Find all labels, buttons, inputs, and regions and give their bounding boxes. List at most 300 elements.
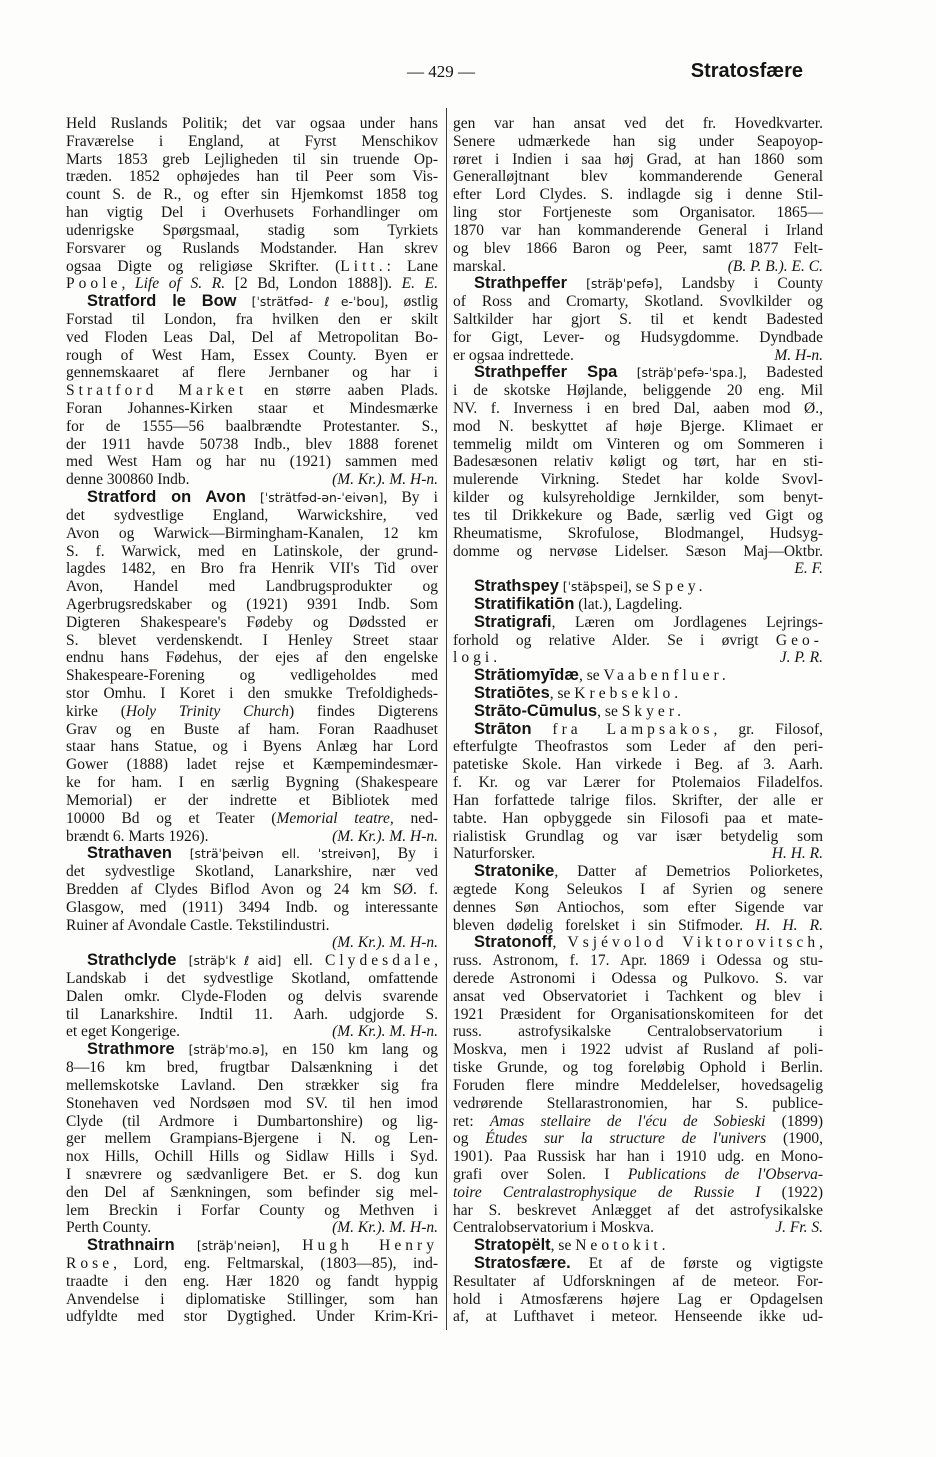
text-run: , se xyxy=(550,1237,576,1255)
line-text xyxy=(66,828,209,846)
text-run: , xyxy=(121,275,135,293)
text-run: Han forfattede talrige filos. Skrifter, der alle er xyxy=(453,791,823,809)
text-line xyxy=(66,1219,438,1237)
spaced-run: Clydesdale xyxy=(324,952,435,970)
text-run: rialistisk Grundlag og var især betydelig som xyxy=(453,827,823,845)
spaced-run: Krebseklo. xyxy=(574,685,683,702)
column-divider xyxy=(446,108,447,1330)
text-run: Forsvarer og Ruslands Modstander. Han skrev xyxy=(66,239,438,257)
text-line xyxy=(453,1184,823,1202)
italic-run: (M. Kr.). M. H-n. xyxy=(332,827,438,845)
text-line xyxy=(66,810,438,828)
headword: Strathclyde xyxy=(87,951,177,970)
italic-run: H. H. R. xyxy=(755,916,823,934)
text-run: temmelig mildt om Vinteren og om Sommeren i xyxy=(453,435,823,453)
text-line xyxy=(453,828,823,846)
text-line xyxy=(453,311,823,329)
line-text xyxy=(66,471,190,489)
text-line xyxy=(453,240,823,258)
text-run: Landskab i det sydvestlige Skotland, omfattende xyxy=(66,970,438,987)
text-run: , xyxy=(552,934,568,952)
text-run: denne 300860 Indb. xyxy=(66,471,190,489)
text-run: , xyxy=(276,1237,303,1255)
text-line xyxy=(453,721,823,739)
text-line xyxy=(453,1130,823,1148)
text-line xyxy=(66,1184,438,1202)
text-line xyxy=(453,970,823,988)
text-run: dennes Søn Antiochos, som efter Sigende var xyxy=(453,898,823,916)
text-run: en større aaben Plads. xyxy=(247,382,438,400)
text-line xyxy=(66,578,438,596)
text-run: der 1911 havde 50738 Indb., blev 1888 forenet xyxy=(66,435,438,453)
text-line xyxy=(66,685,438,703)
text-line xyxy=(66,1202,438,1220)
text-line xyxy=(453,1308,823,1326)
spaced-run: Vaabenfluer. xyxy=(603,667,730,685)
text-line xyxy=(66,738,438,756)
text-run: 10000 Bd og et Teater ( xyxy=(66,809,277,827)
text-run: of Ross and Cromarty, Skotland. Svovlkilder og xyxy=(453,293,823,311)
text-run: et eget Kongerige. xyxy=(66,1023,181,1041)
author-signature xyxy=(766,347,823,365)
italic-run: toire Centralastrophysique de Russie I xyxy=(453,1183,761,1201)
headword: Stratford on Avon xyxy=(87,488,246,507)
text-run: tiske Grunde, og tog foreløbig Ophold i Berlin. xyxy=(453,1059,823,1077)
text-run: I snævrere og sædvanligere Bet. er S. dog kun xyxy=(66,1165,438,1183)
text-run: (1900, xyxy=(766,1130,823,1148)
text-line xyxy=(66,1148,438,1166)
text-run: mellemskotske Lavland. Den strækker sig fra xyxy=(66,1076,438,1094)
spaced-run: logi. xyxy=(453,649,502,667)
text-line xyxy=(66,774,438,792)
author-signature xyxy=(324,1023,438,1041)
text-run: i de skotske Højlande, beliggende 20 eng. Mil xyxy=(453,382,823,400)
text-run: traadte i den eng. Hær 1820 og fandt hyppig xyxy=(66,1272,438,1290)
text-run xyxy=(617,364,636,381)
headword: Strathpeffer xyxy=(474,274,568,293)
text-run: ) findes Digterens xyxy=(288,702,438,720)
text-line xyxy=(453,988,823,1006)
text-line xyxy=(66,917,438,935)
text-line xyxy=(453,578,823,596)
italic-run: E. E. xyxy=(401,275,439,293)
spaced-run: Spey. xyxy=(652,578,707,596)
pronunciation: [ˈsträtfəd-ən-ˈeivən] xyxy=(259,490,384,506)
text-line xyxy=(66,1077,438,1095)
text-run: Badesæsonen relativ køligt og tørt, har en sti- xyxy=(453,453,823,471)
text-run: ke for ham. I en særlig Bygning (Shakespeare xyxy=(66,774,438,792)
text-line xyxy=(66,1255,438,1273)
text-run: ogsaa Digte og religiøse Skrifter. ( xyxy=(66,257,341,275)
headword: Strathaven xyxy=(87,844,172,863)
text-run: bleven dødelig forelsket i sin Stifmoder. xyxy=(453,916,756,934)
text-line xyxy=(66,845,438,863)
text-run: Generalløjtnant blev kommanderende General xyxy=(453,168,823,186)
text-run: Centralobservatorium i Moskva. xyxy=(453,1219,655,1237)
text-run: Avon, Handel med Landbrugsprodukter og xyxy=(66,578,438,596)
author-signature xyxy=(324,934,438,952)
text-run: Rheumatisme, Skrofulose, Blodmangel, Hudsyg- xyxy=(453,524,823,542)
text-run: , Landsby i County xyxy=(658,275,823,293)
text-line xyxy=(66,1041,438,1059)
text-run: af, at Lufthavet i meteor. Henseende ikke ud- xyxy=(453,1308,823,1326)
text-line xyxy=(453,685,823,703)
italic-run: Études sur la structure de l'univers xyxy=(485,1130,767,1148)
text-run: , se xyxy=(628,578,653,596)
text-line xyxy=(453,1148,823,1166)
text-run: Glasgow, med (1911) 3494 Indb. og interessante xyxy=(66,898,438,916)
text-run: ved Floden Leas Dal, Del af Metropolitan Bo- xyxy=(66,328,438,346)
text-line xyxy=(66,418,438,436)
text-run: til Lanarkshire. Indtil 11. Aarh. udgjorde S. xyxy=(66,1005,438,1023)
line-text xyxy=(453,845,535,863)
author-signature xyxy=(324,471,438,489)
text-line xyxy=(453,1059,823,1077)
text-run: tabte. Han opbyggede sin Filosofi paa et mate- xyxy=(453,809,823,827)
text-line xyxy=(66,632,438,650)
text-line xyxy=(66,507,438,525)
text-line xyxy=(453,453,823,471)
text-line xyxy=(453,507,823,525)
author-signature xyxy=(767,1219,823,1237)
text-run: ger mellem Grampians-Bjergene i N. og Len- xyxy=(66,1130,438,1148)
text-line xyxy=(453,1166,823,1184)
headword: Stratopëlt xyxy=(474,1236,551,1255)
text-line xyxy=(453,489,823,507)
text-line xyxy=(66,1130,438,1148)
text-line xyxy=(66,115,438,133)
text-line xyxy=(453,632,823,650)
text-line xyxy=(66,347,438,365)
text-line xyxy=(453,881,823,899)
text-line xyxy=(453,543,823,561)
text-run: han vigtig Del i Overhusets Forhandlinger om xyxy=(66,204,438,222)
text-run: nox Hills, Ochill Hills og Sidlaw Hills i Syd. xyxy=(66,1148,438,1166)
headword: Strāto-Cūmulus xyxy=(474,701,598,720)
text-line xyxy=(453,1237,823,1255)
text-run: russ. Astronom, f. 17. Apr. 1869 i Odessa og stu- xyxy=(453,952,823,970)
text-line xyxy=(453,168,823,186)
pronunciation: [sträˈþeivən ell. ˈstreivən] xyxy=(189,846,377,862)
text-line xyxy=(66,792,438,810)
italic-run: (M. Kr.). M. H-n. xyxy=(332,1219,438,1237)
text-run: (1899) xyxy=(765,1112,823,1130)
text-line xyxy=(453,810,823,828)
text-line xyxy=(453,560,823,578)
text-run: stor Omhu. I Koret i den smukke Trefoldigheds- xyxy=(66,685,438,702)
text-run: mod N. beskyttet af høje Bjerge. Klimaet er xyxy=(453,417,823,435)
text-run: 1901). Paa Russisk har han i 1910 udg. en Mono- xyxy=(453,1148,823,1166)
headword: Stratifikatiōn xyxy=(474,594,575,613)
author-signature xyxy=(764,845,823,863)
author-signature xyxy=(324,828,438,846)
line-text xyxy=(453,649,501,667)
text-run: og blev 1866 Baron og Peer, samt 1877 Felt- xyxy=(453,239,823,257)
text-run: , By i xyxy=(383,489,438,507)
text-line xyxy=(453,382,823,400)
text-run: Held Ruslands Politik; det var ogsaa under hans xyxy=(66,115,438,132)
italic-run: J. P. R. xyxy=(779,649,823,667)
text-line xyxy=(453,1113,823,1131)
italic-run: Memorial teatre, xyxy=(276,809,394,827)
line-text xyxy=(66,1219,151,1237)
text-line xyxy=(453,863,823,881)
text-run: patetiske Skole. Han virkede i Beg. af 3. Aarh. xyxy=(453,756,823,774)
pronunciation: [sträþˈmo.ə] xyxy=(188,1042,265,1058)
text-line xyxy=(453,934,823,952)
text-line xyxy=(66,151,438,169)
text-line xyxy=(66,240,438,258)
author-signature xyxy=(720,258,823,276)
text-run xyxy=(236,293,251,310)
text-line xyxy=(453,756,823,774)
text-line xyxy=(66,1291,438,1309)
text-run: , se xyxy=(549,685,575,702)
author-signature xyxy=(772,649,823,667)
left-column xyxy=(66,115,438,1326)
text-run: , Læren om Jordlagenes Lejrings- xyxy=(551,613,823,631)
text-line xyxy=(453,364,823,382)
text-run: Memorial) er der indrette et Bibliotek med xyxy=(66,791,438,809)
text-line xyxy=(66,970,438,988)
text-line xyxy=(66,596,438,614)
text-line xyxy=(453,115,823,133)
text-line xyxy=(66,133,438,151)
text-run: med West Ham og har nu (1921) sammen med xyxy=(66,453,438,471)
text-line xyxy=(453,899,823,917)
text-line xyxy=(66,649,438,667)
text-line xyxy=(66,400,438,418)
text-line xyxy=(453,222,823,240)
italic-run: J. Fr. S. xyxy=(775,1219,823,1237)
text-run: Grav og en Buste af ham. Foran Raadhuset xyxy=(66,720,438,738)
spaced-run: Litt. xyxy=(340,257,387,275)
italic-run: (M. Kr.). M. H-n. xyxy=(332,1023,438,1041)
text-line xyxy=(66,560,438,578)
italic-run: Publications de l'Observa- xyxy=(627,1165,823,1183)
text-line xyxy=(66,275,438,293)
text-line xyxy=(453,774,823,792)
text-run: for Gigt, Lever- og Hudsygdomme. Dyndbade xyxy=(453,328,823,346)
right-column xyxy=(453,115,823,1326)
text-line xyxy=(66,471,438,489)
text-run: vedrørende Stellarastronomien, har S. publice- xyxy=(453,1094,823,1112)
headword: Stratonoff xyxy=(474,933,553,952)
pronunciation: [ˈstäþspei] xyxy=(562,579,628,595)
text-line xyxy=(66,828,438,846)
text-run: ret: xyxy=(453,1112,490,1130)
text-run: , xyxy=(819,934,823,952)
headword: Stratiōtes xyxy=(474,684,550,702)
text-line xyxy=(453,1202,823,1220)
text-run: Et af de første og vigtigste xyxy=(570,1255,823,1272)
text-line xyxy=(66,1059,438,1077)
text-line xyxy=(453,1095,823,1113)
italic-run: (M. Kr.). M. H-n. xyxy=(332,934,438,952)
spaced-run: Hugh Henry xyxy=(302,1237,439,1255)
italic-run: Holy Trinity Church xyxy=(125,702,289,720)
text-run: Marts 1853 greb Lejligheden til sin truende Op- xyxy=(66,150,438,168)
text-line xyxy=(66,311,438,329)
page-number: — 429 — xyxy=(407,62,475,81)
text-line xyxy=(453,400,823,418)
text-line xyxy=(453,614,823,632)
text-run: , en 150 km lang og xyxy=(264,1041,438,1059)
text-run: ling stor Fortjeneste som Organisator. 1865— xyxy=(453,204,823,222)
text-line xyxy=(66,899,438,917)
italic-run: Amas stellaire de l'écu de Sobieski xyxy=(489,1112,766,1130)
text-run xyxy=(531,721,552,738)
text-run: , østlig xyxy=(384,293,439,311)
italic-run: E. F. xyxy=(794,560,823,578)
italic-run: M. H-n. xyxy=(774,346,823,364)
text-run: Bredden af Clydes Biflod Avon og 24 km SØ. f. xyxy=(66,880,438,898)
text-run: Saltkilder har gjort S. til et kendt Badested xyxy=(453,310,823,328)
text-line xyxy=(453,952,823,970)
text-run: er ogsaa indrettede. xyxy=(453,346,574,364)
text-run: kilder og kulsyreholdige Jernkilder, som benyt- xyxy=(453,489,823,507)
text-run: efterfulgte Theofrastos som Leder af den peri- xyxy=(453,738,823,756)
text-line xyxy=(453,293,823,311)
text-line xyxy=(66,1113,438,1131)
spaced-run: Geo- xyxy=(775,631,823,649)
text-line xyxy=(66,222,438,240)
text-line xyxy=(66,204,438,222)
text-run: Gower (1888) ladet rejse et Kæmpemindesmær- xyxy=(66,756,438,774)
text-run: udfyldte med stor Dygtighed. Under Krim-Kri- xyxy=(66,1308,438,1326)
text-line xyxy=(66,1095,438,1113)
text-run: og xyxy=(453,1130,486,1148)
text-run: S. blevet verdenskendt. I Henley Street staar xyxy=(66,631,438,649)
text-line xyxy=(66,1308,438,1326)
spaced-run: Neotokit. xyxy=(575,1237,670,1255)
text-line xyxy=(66,863,438,881)
italic-run: H. H. R. xyxy=(771,845,823,863)
text-run: : Lane xyxy=(386,257,438,275)
text-line xyxy=(66,453,438,471)
headword: Stratigrafi xyxy=(474,612,552,631)
text-run: røret i Indien i saa høj Grad, at han 1860 som xyxy=(453,150,823,168)
text-run xyxy=(567,275,586,292)
line-text xyxy=(453,1219,654,1237)
italic-run: (M. Kr.). M. H-n. xyxy=(332,471,438,489)
italic-run: Life of S. R. xyxy=(135,275,226,293)
text-line xyxy=(66,614,438,632)
spaced-run: fra Lampsakos xyxy=(552,720,714,738)
text-line xyxy=(66,525,438,543)
text-run: mulerende Virkning. Stedet har kolde Svovl- xyxy=(453,471,823,489)
text-run: Senere udmærkede han sig under Seapoyop- xyxy=(453,132,823,150)
text-run: forhold og relative Alder. Se i øvrigt xyxy=(453,631,776,649)
text-line xyxy=(453,436,823,454)
text-line xyxy=(66,881,438,899)
text-line xyxy=(453,418,823,436)
text-run: f. Kr. og var Lærer for Ptolemaios Filadelfos. xyxy=(453,774,823,792)
text-line xyxy=(66,364,438,382)
text-line xyxy=(66,543,438,561)
text-run: derede Astronomi i Odessa og Pulkovo. S. var xyxy=(453,970,823,987)
text-line xyxy=(453,917,823,935)
text-run: Agerbrugsredskaber og (1921) 9391 Indb. Som xyxy=(66,595,438,613)
text-run: gennemskaaret af flere Jernbaner og har i xyxy=(66,364,438,382)
text-line xyxy=(66,293,438,311)
text-line xyxy=(66,721,438,739)
text-run: 1921 Præsident for Organisationskomiteen for det xyxy=(453,1005,823,1023)
text-run: grafi over Solen. I xyxy=(453,1165,628,1183)
line-text xyxy=(66,1023,180,1041)
text-run: Naturforsker. xyxy=(453,845,536,863)
text-line xyxy=(453,151,823,169)
text-line xyxy=(453,649,823,667)
italic-run: (B. P. B.). E. C. xyxy=(727,257,823,275)
text-run xyxy=(175,1041,189,1058)
headword: Stratford le Bow xyxy=(87,292,237,311)
text-run: Foran Johannes-Kirken staar et Mindesmærke xyxy=(66,400,438,417)
text-line xyxy=(66,667,438,685)
text-line xyxy=(453,133,823,151)
text-run: for de 1555—56 baalbrændte Protestanter. S., xyxy=(66,417,438,435)
text-line xyxy=(66,329,438,347)
text-run: gen var han ansat ved det fr. Hovedkvarter. xyxy=(453,115,823,132)
text-run xyxy=(175,1237,197,1254)
text-run: staar hans Statue, og i Byens Anlæg har Lord xyxy=(66,738,438,756)
pronunciation: [sträþˈpefə-ˈspa.] xyxy=(636,365,743,381)
text-run: hold i Atmosfærens højere Lag er Opdagelsen xyxy=(453,1290,823,1308)
text-run: count S. de R., og efter sin Hjemkomst 1858 tog xyxy=(66,186,438,204)
pronunciation: [sträþˈkℓaid] xyxy=(188,953,282,969)
text-run: træden. 1852 ophøjedes han til Peer som Vis- xyxy=(66,168,438,186)
text-run: , se xyxy=(578,667,604,685)
text-run: Moskva, men i 1922 udvist af Rusland af poli- xyxy=(453,1041,823,1059)
text-run: endnu hans Fødehus, der ejes af den engelske xyxy=(66,649,438,667)
line-text xyxy=(453,347,574,365)
text-line xyxy=(66,1166,438,1184)
text-line xyxy=(453,792,823,810)
pronunciation: [sträþˈneiən] xyxy=(196,1238,277,1254)
text-line xyxy=(453,258,823,276)
text-run: tes til Drikkekure og Bade, særlig ved Gigt og xyxy=(453,506,823,524)
text-line xyxy=(453,204,823,222)
spaced-run: Vsjévolod Viktorovitsch xyxy=(567,934,820,952)
text-run: , xyxy=(434,952,439,970)
text-run: [2 Bd, London 1888]). xyxy=(225,275,402,293)
text-line xyxy=(453,1255,823,1273)
text-run: Ruiner af Avondale Castle. Tekstilindustri. xyxy=(66,916,330,934)
text-line xyxy=(453,738,823,756)
text-line xyxy=(453,186,823,204)
spaced-run: Poole xyxy=(66,275,122,293)
text-run: Anvendelse i diplomatiske Stillinger, som han xyxy=(66,1290,438,1308)
text-run: har S. beskrevet Anlægget af det astrofysikalske xyxy=(453,1201,823,1219)
spaced-run: Rose xyxy=(66,1255,114,1272)
text-run xyxy=(176,952,188,969)
text-line xyxy=(66,436,438,454)
text-line xyxy=(453,525,823,543)
text-line xyxy=(453,471,823,489)
text-run: (1922) xyxy=(760,1183,823,1201)
text-run xyxy=(172,845,190,862)
text-line xyxy=(66,988,438,1006)
text-run: Perth County. xyxy=(66,1219,152,1237)
text-line xyxy=(66,703,438,721)
text-run: , Datter af Demetrios Poliorketes, xyxy=(554,863,823,881)
text-run: Resultater af Udforskningen af de meteor. For- xyxy=(453,1272,823,1290)
author-signature xyxy=(786,560,823,578)
text-run: Fraværelse i England, at Fyrst Menschikov xyxy=(66,132,438,150)
text-run: , Badested xyxy=(742,364,823,382)
text-run: Digteren Shakespeare's Fødeby og Dødssted er xyxy=(66,613,438,631)
text-run: ned- xyxy=(393,809,438,827)
